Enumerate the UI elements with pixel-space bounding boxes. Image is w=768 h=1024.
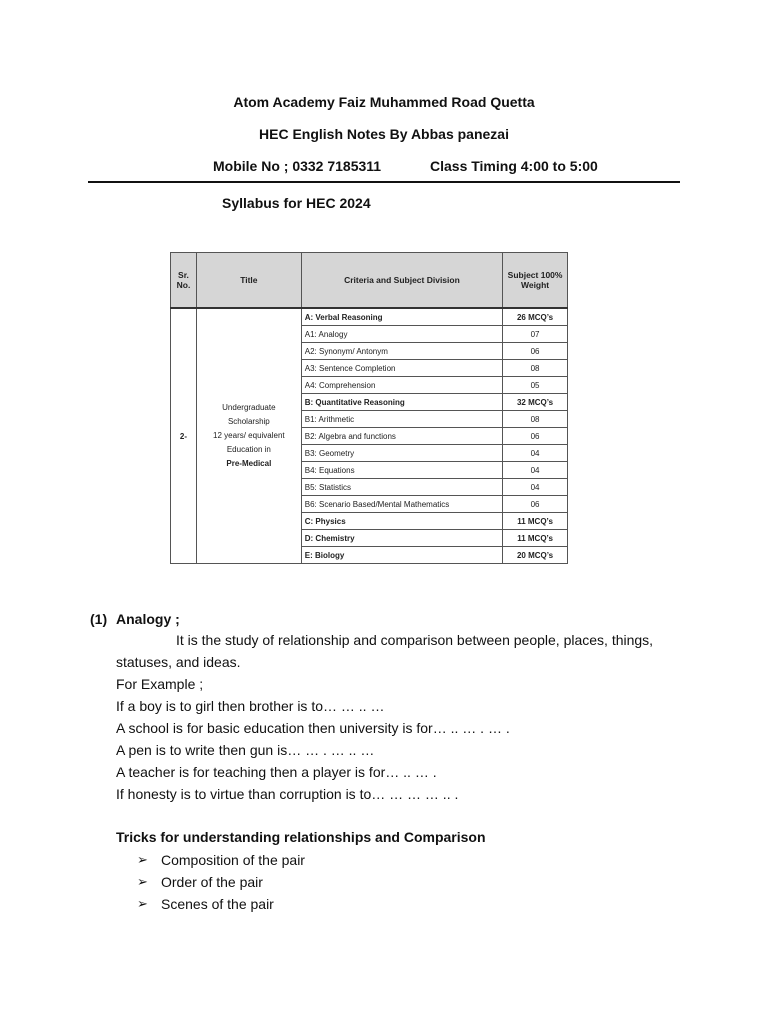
- list-item: [137, 871, 305, 893]
- sr-no-cell: 2-: [171, 308, 197, 564]
- example-item: If a boy is to girl then brother is to… … .. …: [116, 698, 385, 714]
- mobile-number: Mobile No ; 0332 7185311: [213, 158, 382, 174]
- arrowhead-bullet-icon: ➢: [137, 874, 148, 889]
- list-item-label: Scenes of the pair: [161, 896, 274, 912]
- example-item: A school is for basic education then university is for… .. … . … .: [116, 720, 510, 736]
- weight-cell: 08: [503, 360, 568, 377]
- criteria-cell: B: Quantitative Reasoning: [301, 394, 502, 411]
- weight-cell: 20 MCQ’s: [503, 547, 568, 564]
- weight-cell: 04: [503, 462, 568, 479]
- title-line: Scholarship: [227, 417, 270, 426]
- class-timing: Class Timing 4:00 to 5:00: [430, 158, 598, 174]
- header-sr-no: Sr. No.: [171, 253, 197, 309]
- criteria-cell: B2: Algebra and functions: [301, 428, 502, 445]
- criteria-cell: A2: Synonym/ Antonym: [301, 343, 502, 360]
- example-label: For Example ;: [116, 676, 204, 692]
- document-title: Atom Academy Faiz Muhammed Road Quetta: [233, 94, 535, 110]
- arrowhead-bullet-icon: ➢: [137, 852, 148, 867]
- example-item: A pen is to write then gun is… … . … .. …: [116, 742, 375, 758]
- section-title: Analogy ;: [116, 611, 180, 627]
- weight-cell: 11 MCQ’s: [503, 513, 568, 530]
- header-criteria: Criteria and Subject Division: [301, 253, 502, 309]
- table-header-row: [171, 253, 568, 309]
- criteria-cell: B3: Geometry: [301, 445, 502, 462]
- header-title: Title: [196, 253, 301, 309]
- criteria-cell: D: Chemistry: [301, 530, 502, 547]
- weight-cell: 07: [503, 326, 568, 343]
- title-line: Education in: [226, 445, 271, 454]
- criteria-cell: B5: Statistics: [301, 479, 502, 496]
- syllabus-table: [170, 252, 568, 564]
- title-program: Pre-Medical: [226, 459, 272, 468]
- list-item: [137, 849, 305, 871]
- title-line: Undergraduate: [222, 403, 276, 412]
- definition-line: It is the study of relationship and comparison between people, places, things,: [176, 632, 654, 648]
- header-weight: Subject 100% Weight: [503, 253, 568, 309]
- criteria-cell: C: Physics: [301, 513, 502, 530]
- table-row: [171, 308, 568, 326]
- criteria-cell: A3: Sentence Completion: [301, 360, 502, 377]
- table-body: [171, 308, 568, 564]
- weight-cell: 04: [503, 445, 568, 462]
- weight-cell: 32 MCQ’s: [503, 394, 568, 411]
- weight-cell: 11 MCQ’s: [503, 530, 568, 547]
- list-item: [137, 893, 305, 915]
- tricks-heading: Tricks for understanding relationships and Comparison: [116, 829, 486, 845]
- syllabus-heading: Syllabus for HEC 2024: [222, 195, 371, 211]
- divider: [88, 181, 680, 183]
- criteria-cell: A4: Comprehension: [301, 377, 502, 394]
- section-heading: [90, 611, 180, 627]
- example-item: A teacher is for teaching then a player is for… .. … .: [116, 764, 437, 780]
- title-line: 12 years/ equivalent: [213, 431, 285, 440]
- definition-line: statuses, and ideas.: [116, 654, 241, 670]
- criteria-cell: B1: Arithmetic: [301, 411, 502, 428]
- weight-cell: 06: [503, 428, 568, 445]
- weight-cell: 05: [503, 377, 568, 394]
- criteria-cell: B4: Equations: [301, 462, 502, 479]
- criteria-cell: B6: Scenario Based/Mental Mathematics: [301, 496, 502, 513]
- arrowhead-bullet-icon: ➢: [137, 896, 148, 911]
- title-cell: [196, 308, 301, 564]
- weight-cell: 26 MCQ’s: [503, 308, 568, 326]
- list-item-label: Composition of the pair: [161, 852, 305, 868]
- criteria-cell: A1: Analogy: [301, 326, 502, 343]
- weight-cell: 06: [503, 496, 568, 513]
- section-body: [116, 629, 696, 805]
- document-subtitle: HEC English Notes By Abbas panezai: [259, 126, 509, 142]
- tricks-list: [137, 849, 305, 915]
- weight-cell: 04: [503, 479, 568, 496]
- criteria-cell: A: Verbal Reasoning: [301, 308, 502, 326]
- section-number: (1): [90, 611, 108, 627]
- example-item: If honesty is to virtue than corruption is to… … … … .. .: [116, 786, 459, 802]
- weight-cell: 06: [503, 343, 568, 360]
- criteria-cell: E: Biology: [301, 547, 502, 564]
- list-item-label: Order of the pair: [161, 874, 263, 890]
- weight-cell: 08: [503, 411, 568, 428]
